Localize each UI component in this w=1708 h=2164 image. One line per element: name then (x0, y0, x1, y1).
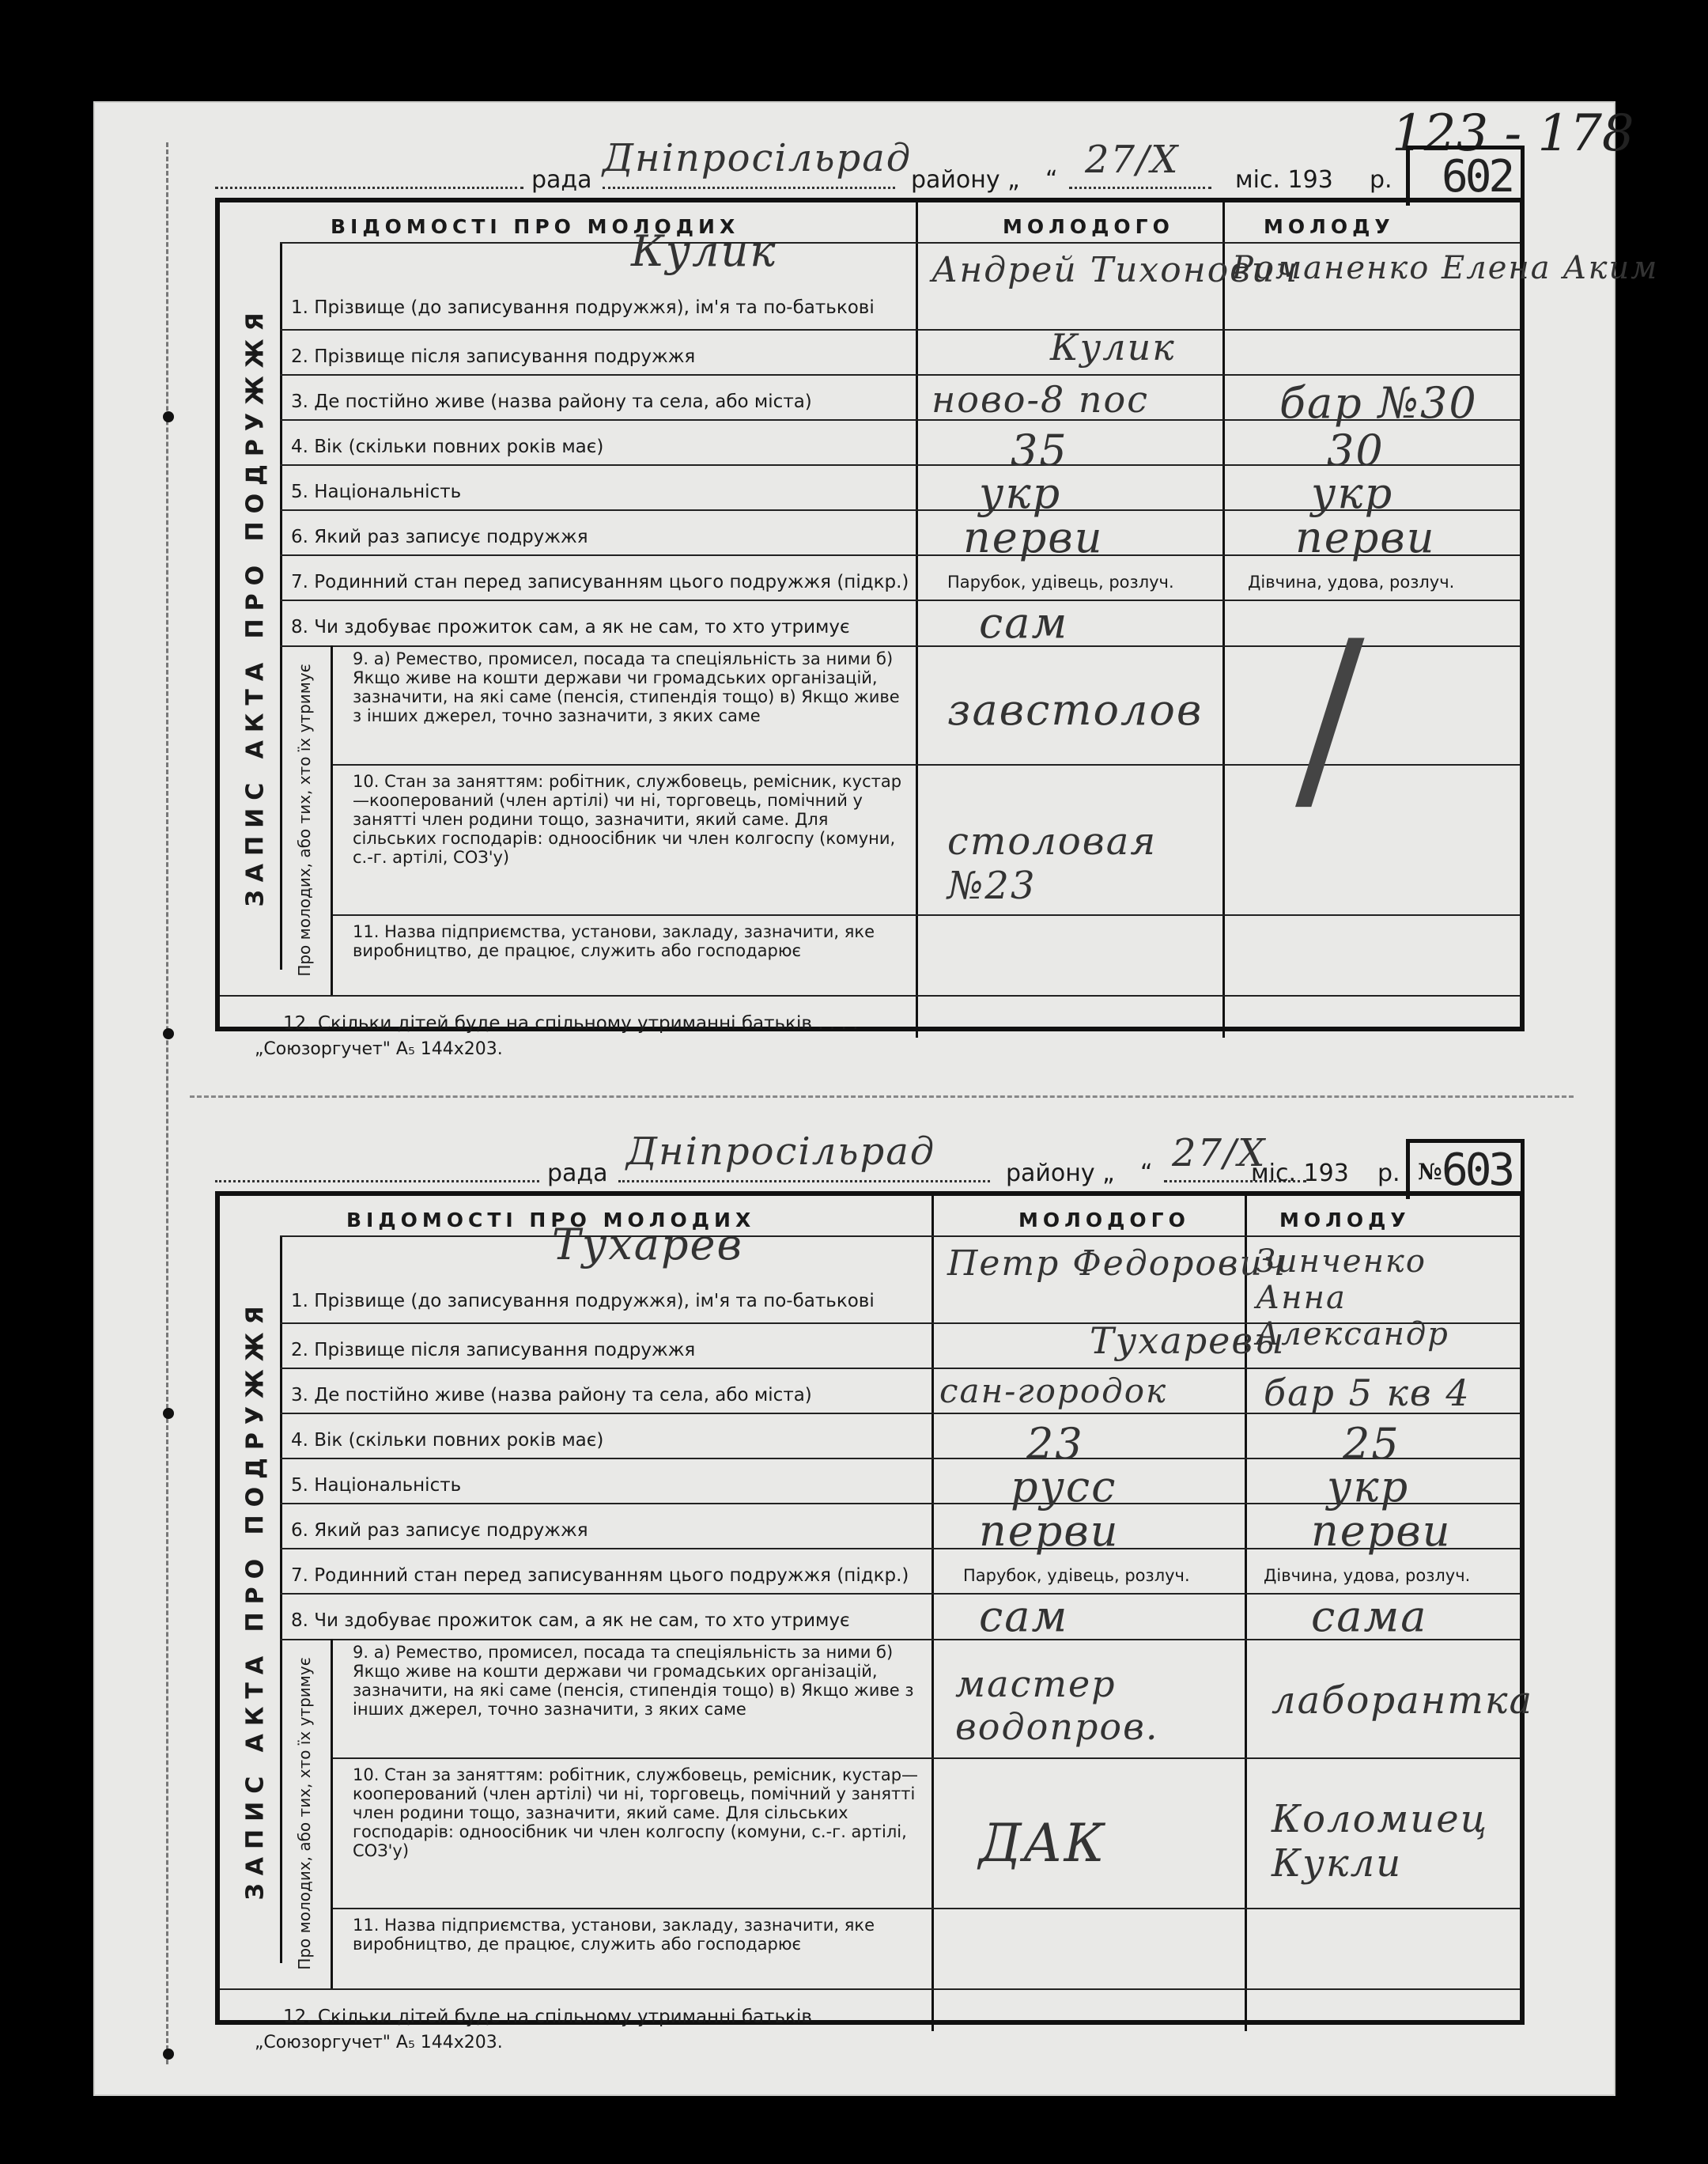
handwritten-rada: Дніпросільрад (626, 1129, 936, 1174)
groom-occupation: мастер водопров. (955, 1663, 1159, 1748)
bride-name: Зинченко Анна Александр (1256, 1243, 1449, 1352)
perforation-line (166, 142, 168, 2064)
printer-mark: „Союзоргучет" А₅ 144х203. (255, 1039, 503, 1059)
groom-times: перви (979, 1506, 1120, 1556)
punch-hole (163, 411, 174, 422)
groom-support: сам (979, 598, 1069, 648)
bride-nationality: укр (1311, 468, 1394, 518)
question-2: 2. Прізвище після записування подружжя (291, 346, 696, 367)
question-3: 3. Де постійно живе (назва району та села, або міста) (291, 392, 812, 412)
header-bride: МОЛОДУ (1264, 215, 1395, 238)
strike-mark: / (1295, 598, 1365, 837)
vertical-title: ЗАПИС АКТА ПРО ПОДРУЖЖЯ (231, 242, 282, 970)
bride-age: 25 (1343, 1419, 1400, 1469)
handwritten-date: 27/Х (1085, 138, 1180, 182)
header-main: ВІДОМОСТІ ПРО МОЛОДИХ (331, 215, 740, 238)
question-10: 10. Стан за заняттям: робітник, службовець, ремісник, кустар—кооперований (член артілі) чи ні, торговець, помічний у занятті член родини тощо, зазначити, який саме. Для сільських господарів: одноосібник чи член колгоспу (комуни, с.-г. артілі, СОЗ'у) (353, 772, 902, 867)
bride-name: Романенко Елена Аким (1232, 250, 1659, 286)
question-7: 7. Родинний стан перед записуванням цього подружжя (підкр.) (291, 1565, 909, 1586)
q7-groom-options: Парубок, удівець, розлуч. (963, 1566, 1190, 1585)
groom-support: сам (979, 1591, 1069, 1641)
question-6: 6. Який раз записує подружжя (291, 527, 588, 547)
rada-label: рада (547, 1160, 608, 1187)
groom-new-surname: Тухаревы (1090, 1319, 1286, 1362)
groom-residence: ново-8 пос (931, 378, 1149, 421)
record-number: 602 (1442, 151, 1513, 202)
year-suffix: р. (1370, 166, 1392, 194)
question-4: 4. Вік (скільки повних років має) (291, 1430, 604, 1451)
q7-bride-options: Дівчина, удова, розлуч. (1264, 1566, 1471, 1585)
question-12: 12. Скільки дітей буде на спільному утриманні батьків (283, 2007, 812, 2027)
sub-vertical-label: Про молодих, або тих, хто їх утримує (295, 664, 314, 977)
cut-line (190, 1095, 1574, 1098)
rayon-label: району „ (911, 166, 1020, 194)
year-suffix: р. (1377, 1160, 1400, 1187)
printer-mark: „Союзоргучет" А₅ 144х203. (255, 2033, 503, 2052)
header-main: ВІДОМОСТІ ПРО МОЛОДИХ (346, 1209, 756, 1231)
groom-surname-above: Кулик (631, 226, 777, 276)
bride-status: Коломиец Кукли (1272, 1797, 1489, 1886)
groom-name: Андрей Тихонович (931, 250, 1299, 290)
bride-support: сама (1311, 1591, 1428, 1641)
question-11: 11. Назва підприємства, установи, закладу, зазначити, яке виробництво, де працює, служить або господарює (353, 922, 875, 960)
groom-name: Петр Федорович (947, 1243, 1287, 1284)
groom-status: столовая №23 (947, 819, 1158, 908)
record-table (215, 1191, 1534, 2027)
question-4: 4. Вік (скільки повних років має) (291, 437, 604, 457)
question-9: 9. а) Ремество, промисел, посада та спеціяльність за ними б) Якщо живе на кошти держави чи громадських організацій, зазначити, на які саме (пенсія, стипендія тощо) в) Якщо живе з інших джерел, точно зазначити, з яких саме (353, 649, 900, 725)
handwritten-rada: Дніпросільрад (603, 136, 913, 180)
groom-nationality: русс (1011, 1462, 1117, 1511)
archive-page-number: 123 - 178 (1392, 104, 1634, 163)
punch-hole (163, 1408, 174, 1419)
bride-times: перви (1295, 513, 1436, 562)
question-9: 9. а) Ремество, промисел, посада та спеціяльність за ними б) Якщо живе на кошти держави чи громадських організацій, зазначити, на які саме (пенсія, стипендія тощо) в) Якщо живе з інших джерел, точно зазначити, з яких саме (353, 1643, 914, 1719)
groom-age: 23 (1026, 1419, 1084, 1469)
month-label: міс. 193 (1251, 1160, 1349, 1187)
bride-residence: бар №30 (1279, 378, 1478, 428)
question-5: 5. Національність (291, 482, 462, 502)
question-5: 5. Національність (291, 1475, 462, 1496)
record-number-box (1406, 146, 1525, 206)
groom-residence: сан-городок (939, 1371, 1168, 1410)
bride-residence: бар 5 кв 4 (1264, 1371, 1471, 1414)
header-groom: МОЛОДОГО (1003, 215, 1174, 238)
rayon-label: району „ (1006, 1160, 1115, 1187)
rada-label: рада (531, 166, 592, 194)
vertical-title: ЗАПИС АКТА ПРО ПОДРУЖЖЯ (231, 1235, 282, 1963)
q7-bride-options: Дівчина, удова, розлуч. (1248, 573, 1455, 592)
groom-nationality: укр (979, 468, 1062, 518)
record-table (215, 198, 1659, 1034)
question-10: 10. Стан за заняттям: робітник, службовець, ремісник, кустар—кооперований (член артілі) чи ні, торговець, помічний у занятті член родини тощо, зазначити, який саме. Для сільських господарів: одноосібник чи член колгоспу (комуни, с.-г. артілі, СОЗ'у) (353, 1765, 919, 1860)
groom-age: 35 (1011, 426, 1068, 475)
header-line: Дніпросільрад рада району „ “ 27/Х міс. 193 р. (215, 146, 1401, 198)
header-bride: МОЛОДУ (1279, 1209, 1411, 1231)
header-groom: МОЛОДОГО (1018, 1209, 1190, 1231)
handwritten-date: 27/Х (1172, 1131, 1267, 1175)
sub-vertical-label: Про молодих, або тих, хто їх утримує (295, 1657, 314, 1970)
question-3: 3. Де постійно живе (назва району та села, або міста) (291, 1385, 812, 1405)
question-1: 1. Прізвище (до записування подружжя), ім'я та по-батькові (291, 297, 875, 318)
number-sign: № (1418, 1159, 1442, 1185)
header-line: Дніпросільрад рада району „ “ 27/Х міс. 193 р. (215, 1139, 1401, 1191)
question-8: 8. Чи здобуває прожиток сам, а як не сам, то хто утримує (291, 617, 850, 637)
marriage-record-form-602 (215, 136, 1659, 1059)
groom-surname-above: Тухарев (552, 1220, 743, 1269)
groom-status: ДАК (979, 1813, 1106, 1874)
bride-age: 30 (1327, 426, 1385, 475)
question-11: 11. Назва підприємства, установи, закладу, зазначити, яке виробництво, де працює, служить або господарює (353, 1916, 875, 1954)
record-number-box (1406, 1139, 1525, 1199)
groom-times: перви (963, 513, 1104, 562)
question-12: 12. Скільки дітей буде на спільному утриманні батьків . . . . (283, 1013, 859, 1034)
punch-hole (163, 1028, 174, 1039)
question-8: 8. Чи здобуває прожиток сам, а як не сам, то хто утримує (291, 1610, 850, 1631)
groom-occupation: завстолов (947, 685, 1204, 735)
marriage-record-form-603 (215, 1129, 1534, 2052)
month-label: міс. 193 (1235, 166, 1333, 194)
punch-hole (163, 2049, 174, 2060)
question-7: 7. Родинний стан перед записуванням цього подружжя (підкр.) (291, 572, 909, 592)
question-2: 2. Прізвище після записування подружжя (291, 1340, 696, 1360)
question-6: 6. Який раз записує подружжя (291, 1520, 588, 1541)
bride-occupation: лаборантка (1272, 1678, 1534, 1723)
bride-times: перви (1311, 1506, 1452, 1556)
groom-new-surname: Кулик (1050, 326, 1176, 369)
q7-groom-options: Парубок, удівець, розлуч. (947, 573, 1174, 592)
record-number: 603 (1442, 1144, 1513, 1196)
question-1: 1. Прізвище (до записування подружжя), ім'я та по-батькові (291, 1291, 875, 1311)
bride-nationality: укр (1327, 1462, 1410, 1511)
